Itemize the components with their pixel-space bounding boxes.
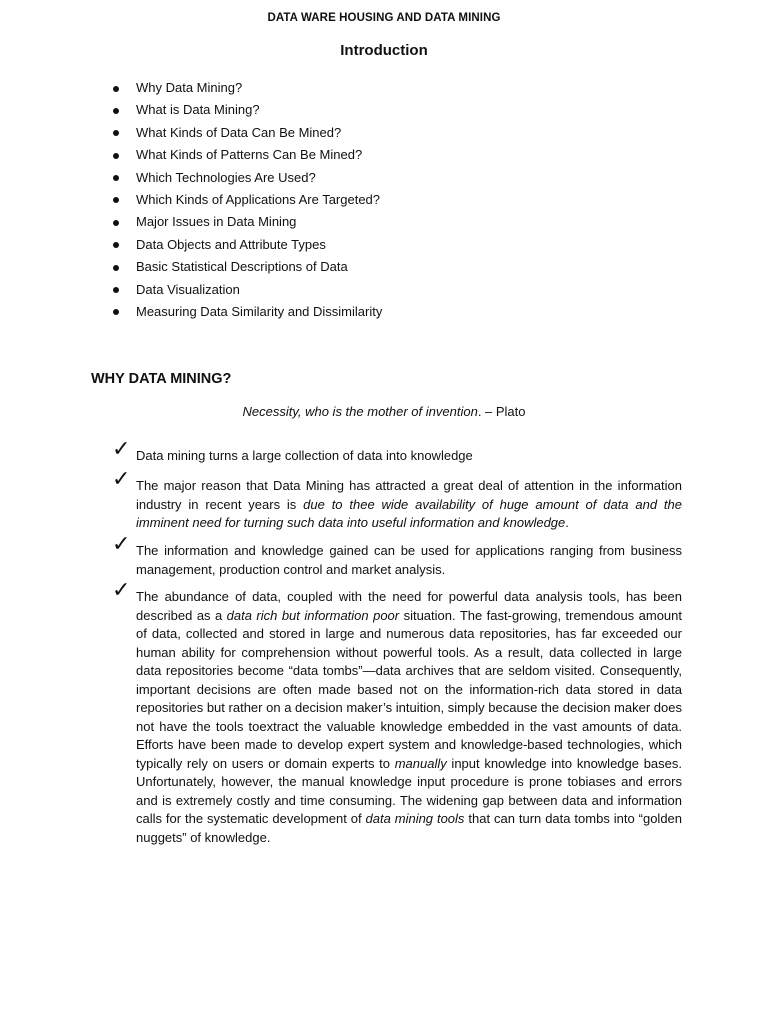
topic-list	[110, 77, 382, 323]
quote-attribution: . – Plato	[477, 404, 526, 419]
bullet-icon	[113, 175, 119, 181]
quote-text: Necessity, who is the mother of invention	[242, 404, 478, 419]
bullet-icon	[113, 130, 119, 136]
checkmark-icon: ✓	[112, 437, 131, 462]
course-header: DATA WARE HOUSING AND DATA MINING	[267, 12, 501, 24]
checkmark-icon: ✓	[112, 467, 131, 492]
list-item: Why Data Mining?	[110, 77, 382, 99]
bullet-icon	[113, 197, 119, 203]
bullet-icon	[113, 220, 119, 226]
bullet-icon	[113, 287, 119, 293]
plato-quote	[0, 404, 768, 419]
list-item: Measuring Data Similarity and Dissimilarity	[110, 301, 382, 323]
bullet-icon	[113, 86, 119, 92]
check-item	[112, 437, 682, 466]
checkmark-icon: ✓	[112, 578, 131, 603]
bullet-icon	[113, 309, 119, 315]
bullet-icon	[113, 153, 119, 159]
point-text: The information and knowledge gained can be used for applications ranging from business management, production control and market analysis.	[136, 543, 682, 577]
checkmark-icon: ✓	[112, 532, 131, 557]
point-text: The abundance of data, coupled with the need for powerful data analysis tools, has been described as a data rich but information poor situation. The fast-growing, tremendous amount of data, collected and stored in large and numerous data repositories, has far exceeded our human ability for comprehension without powerful tools. As a result, data collected in large data repositories become “data tombs”—data archives that are seldom visited. Consequently, important decisions are often made based not on the information-rich data stored in data repositories but rather on a decision maker’s intuition, simply because the decision maker does not have the tools toextract the valuable knowledge embedded in the vast amounts of data. Efforts have been made to develop expert system and knowledge-based technologies, which typically rely on users or domain experts to manually input knowledge into knowledge bases. Unfortunately, however, the manual knowledge input procedure is prone tobiases and errors and is extremely costly and time consuming. The widening gap between data and information calls for the systematic development of data mining tools that can turn data tombs into “golden nuggets” of knowledge.	[136, 589, 683, 845]
list-item: Data Objects and Attribute Types	[110, 234, 382, 256]
bullet-icon	[113, 108, 119, 114]
list-item: Which Technologies Are Used?	[110, 167, 382, 189]
list-item: What Kinds of Patterns Can Be Mined?	[110, 144, 382, 166]
section-title: WHY DATA MINING?	[91, 371, 232, 387]
point-text: The major reason that Data Mining has attracted a great deal of attention in the information industry in recent years is due to thee wide availability of huge amount of data and the imminent need for turning such data into useful information and knowledge.	[136, 478, 682, 530]
list-item: What is Data Mining?	[110, 99, 382, 121]
bullet-icon	[113, 265, 119, 271]
list-item: Major Issues in Data Mining	[110, 211, 382, 233]
intro-title: Introduction	[340, 42, 428, 59]
list-item: What Kinds of Data Can Be Mined?	[110, 122, 382, 144]
list-item: Data Visualization	[110, 279, 382, 301]
point-text: Data mining turns a large collection of data into knowledge	[136, 448, 473, 463]
check-item	[112, 467, 682, 533]
check-item	[112, 578, 683, 847]
list-item: Basic Statistical Descriptions of Data	[110, 256, 382, 278]
list-item: Which Kinds of Applications Are Targeted?	[110, 189, 382, 211]
check-item	[112, 532, 682, 579]
bullet-icon	[113, 242, 119, 248]
